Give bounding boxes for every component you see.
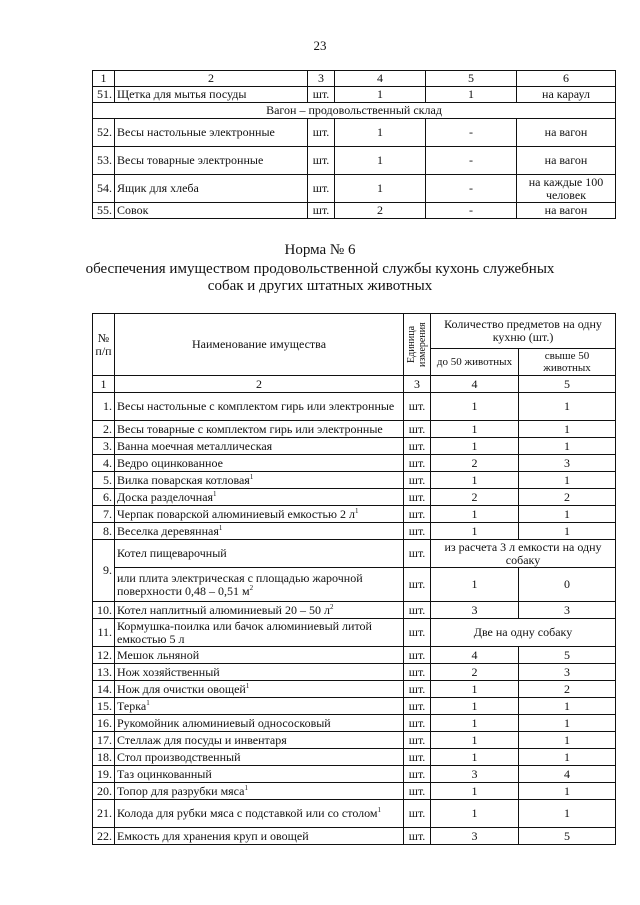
footnote-mark: 1 — [245, 681, 250, 690]
col-num-5: 5 — [519, 376, 616, 393]
header-quantity: Количество предметов на одну кухню (шт.) — [431, 314, 616, 349]
item-col6: на вагон — [517, 119, 616, 147]
column-number-row — [93, 71, 616, 87]
table-row — [93, 681, 616, 698]
item-unit: шт. — [404, 619, 431, 647]
footnote-mark: 1 — [244, 783, 248, 792]
row-number: 9. — [93, 540, 115, 602]
row-number: 10. — [93, 602, 115, 619]
item-name: Рукомойник алюминиевый однососковый — [117, 715, 331, 730]
norm-6-table — [92, 313, 616, 845]
item-name: Щетка для мытья посуды — [115, 87, 308, 103]
col-num-6: 6 — [517, 71, 616, 87]
superscript-2: 2 — [249, 583, 254, 592]
item-unit: шт. — [404, 455, 431, 472]
item-name: Весы товарные электронные — [115, 147, 308, 175]
item-qty-up-to-50: 1 — [431, 800, 519, 828]
item-name-cell — [115, 602, 404, 619]
item-unit: шт. — [308, 203, 335, 219]
item-qty-over-50: 2 — [519, 489, 616, 506]
norm-subtitle-line-1: обеспечения имуществом продовольственной службы кухонь служебных — [85, 261, 555, 277]
item-unit: шт. — [404, 568, 431, 602]
item-qty-up-to-50: 1 — [431, 749, 519, 766]
item-name-cell — [115, 698, 404, 715]
item-name: Вилка поварская котловая — [117, 472, 250, 487]
item-qty-over-50: 1 — [519, 732, 616, 749]
col-num-1: 1 — [93, 376, 115, 393]
item-qty-over-50: 1 — [519, 783, 616, 800]
item-name: Нож для очистки овощей — [117, 681, 246, 696]
row-number: 16. — [93, 715, 115, 732]
header-unit-cell — [404, 314, 431, 376]
item-qty-over-50: 4 — [519, 766, 616, 783]
table-row — [93, 421, 616, 438]
column-number-row — [93, 376, 616, 393]
footnote-mark: 1 — [213, 489, 217, 498]
continuation-table — [92, 70, 616, 219]
item-qty-up-to-50: 2 — [431, 489, 519, 506]
item-qty-up-to-50: 4 — [431, 647, 519, 664]
item-col4: 1 — [335, 87, 426, 103]
item-name: Кормушка-поилка или бачок алюминиевый литой емкостью 5 л — [117, 618, 372, 646]
row-number: 12. — [93, 647, 115, 664]
row-number: 21. — [93, 800, 115, 828]
table-row — [93, 766, 616, 783]
item-col4: 1 — [335, 175, 426, 203]
norm-title: Норма № 6 — [284, 242, 356, 258]
row-number: 11. — [93, 619, 115, 647]
row-number: 4. — [93, 455, 115, 472]
item-qty-over-50: 1 — [519, 438, 616, 455]
item-name: Котел пищеварочный — [115, 540, 404, 568]
item-qty-over-50: 0 — [519, 568, 616, 602]
row-number: 1. — [93, 393, 115, 421]
item-name: Стеллаж для посуды и инвентаря — [117, 732, 287, 747]
item-qty-up-to-50: 1 — [431, 421, 519, 438]
table-row — [93, 749, 616, 766]
table-row — [93, 203, 616, 219]
row-number: 2. — [93, 421, 115, 438]
row-number: 18. — [93, 749, 115, 766]
item-name-cell — [115, 506, 404, 523]
item-col6: на каждые 100 человек — [517, 175, 616, 203]
item-name: или плита электрическая с площадью жарочной поверхности 0,48 – 0,51 м — [117, 570, 363, 598]
item-name: Весы настольные электронные — [115, 119, 308, 147]
table-row — [93, 87, 616, 103]
section-row — [93, 103, 616, 119]
item-unit: шт. — [404, 749, 431, 766]
col-num-4: 4 — [335, 71, 426, 87]
item-qty-over-50: 3 — [519, 602, 616, 619]
item-col6: на вагон — [517, 147, 616, 175]
item-col5: - — [426, 119, 517, 147]
item-name-cell — [115, 619, 404, 647]
row-number: 3. — [93, 438, 115, 455]
item-unit: шт. — [404, 698, 431, 715]
item-unit: шт. — [404, 438, 431, 455]
item-name-cell — [115, 568, 404, 602]
table-row — [93, 523, 616, 540]
item-name-cell — [115, 681, 404, 698]
item-name: Котел наплитный алюминиевый 20 – 50 л — [117, 602, 330, 617]
item-name-cell — [115, 393, 404, 421]
col-num-1: 1 — [93, 71, 115, 87]
row-number: 6. — [93, 489, 115, 506]
table-row — [93, 783, 616, 800]
item-name-cell — [115, 749, 404, 766]
item-unit: шт. — [404, 715, 431, 732]
item-name: Весы товарные с комплектом гирь или электронные — [117, 421, 383, 436]
item-qty-up-to-50: 2 — [431, 664, 519, 681]
row-number: 14. — [93, 681, 115, 698]
item-qty-up-to-50: 3 — [431, 602, 519, 619]
item-name: Веселка деревянная — [117, 523, 219, 538]
table-row — [93, 732, 616, 749]
footnote-mark: 1 — [354, 506, 359, 515]
item-qty-up-to-50: 1 — [431, 393, 519, 421]
item-qty-over-50: 2 — [519, 681, 616, 698]
header-number: № п/п — [93, 314, 115, 376]
item-col4: 1 — [335, 119, 426, 147]
item-unit: шт. — [404, 783, 431, 800]
table-row — [93, 472, 616, 489]
item-name: Ведро оцинкованное — [117, 455, 223, 470]
item-unit: шт. — [308, 175, 335, 203]
item-unit: шт. — [404, 602, 431, 619]
header-row — [93, 314, 616, 349]
item-unit: шт. — [404, 523, 431, 540]
item-col6: на вагон — [517, 203, 616, 219]
item-name-cell — [115, 489, 404, 506]
col-num-5: 5 — [426, 71, 517, 87]
item-name: Терка — [117, 698, 147, 713]
item-name-cell — [115, 421, 404, 438]
row-number: 52. — [93, 119, 115, 147]
row-number: 7. — [93, 506, 115, 523]
item-unit: шт. — [404, 421, 431, 438]
item-qty-over-50: 3 — [519, 664, 616, 681]
item-qty-over-50: 1 — [519, 800, 616, 828]
item-qty-up-to-50: 3 — [431, 766, 519, 783]
item-unit: шт. — [404, 800, 431, 828]
item-name-cell — [115, 647, 404, 664]
item-unit: шт. — [404, 472, 431, 489]
row-number: 54. — [93, 175, 115, 203]
item-name-cell — [115, 455, 404, 472]
table-row — [93, 698, 616, 715]
col-num-2: 2 — [115, 376, 404, 393]
item-qty-up-to-50: 2 — [431, 455, 519, 472]
item-qty-up-to-50: 1 — [431, 698, 519, 715]
table-row — [93, 489, 616, 506]
row-number: 55. — [93, 203, 115, 219]
table-row — [93, 664, 616, 681]
item-name: Топор для разрубки мяса — [117, 783, 245, 798]
item-unit: шт. — [404, 506, 431, 523]
item-name: Ванна моечная металлическая — [117, 438, 273, 453]
col-num-3: 3 — [308, 71, 335, 87]
item-quantity-merged: Две на одну собаку — [431, 619, 616, 647]
header-item-name: Наименование имущества — [115, 314, 404, 376]
item-qty-up-to-50: 1 — [431, 715, 519, 732]
footnote-mark: 1 — [377, 806, 382, 814]
header-up-to-50: до 50 животных — [431, 349, 519, 376]
item-qty-over-50: 1 — [519, 472, 616, 489]
row-number: 53. — [93, 147, 115, 175]
row-number: 22. — [93, 828, 115, 845]
item-qty-up-to-50: 1 — [431, 438, 519, 455]
table-row — [93, 393, 616, 421]
item-name-cell — [115, 472, 404, 489]
row-number: 15. — [93, 698, 115, 715]
item-col5: 1 — [426, 87, 517, 103]
item-name: Колода для рубки мяса с подставкой или со столом — [117, 806, 378, 820]
item-unit: шт. — [404, 828, 431, 845]
item-name: Таз оцинкованный — [117, 766, 212, 781]
item-name-cell — [115, 732, 404, 749]
item-qty-over-50: 1 — [519, 715, 616, 732]
table-row — [93, 175, 616, 203]
item-qty-over-50: 1 — [519, 393, 616, 421]
table-row — [93, 438, 616, 455]
item-name: Мешок льняной — [117, 647, 200, 662]
item-name-cell — [115, 766, 404, 783]
item-qty-up-to-50: 1 — [431, 472, 519, 489]
item-qty-over-50: 1 — [519, 421, 616, 438]
row-number: 5. — [93, 472, 115, 489]
item-col4: 2 — [335, 203, 426, 219]
item-col5: - — [426, 175, 517, 203]
item-name-cell — [115, 438, 404, 455]
table-row — [93, 119, 616, 147]
table-row — [93, 540, 616, 568]
row-number: 13. — [93, 664, 115, 681]
row-number: 20. — [93, 783, 115, 800]
table-row — [93, 647, 616, 664]
item-name: Нож хозяйственный — [117, 664, 220, 679]
item-name: Емкость для хранения круп и овощей — [117, 828, 309, 843]
item-unit: шт. — [404, 732, 431, 749]
item-unit: шт. — [308, 147, 335, 175]
item-qty-up-to-50: 1 — [431, 681, 519, 698]
item-name-cell — [115, 828, 404, 845]
footnote-mark: 1 — [146, 698, 150, 707]
item-col6: на караул — [517, 87, 616, 103]
item-name: Черпак поварской алюминиевый емкостью 2 л — [117, 506, 355, 521]
row-number: 8. — [93, 523, 115, 540]
table-row — [93, 800, 616, 828]
item-unit: шт. — [404, 393, 431, 421]
table-row — [93, 715, 616, 732]
item-qty-up-to-50: 1 — [431, 783, 519, 800]
page-number: 23 — [313, 38, 327, 53]
item-name: Стол производственный — [117, 749, 241, 764]
header-over-50: свыше 50 животных — [519, 349, 616, 376]
item-qty-up-to-50: 1 — [431, 732, 519, 749]
row-number: 17. — [93, 732, 115, 749]
item-name: Ящик для хлеба — [115, 175, 308, 203]
table-row — [93, 455, 616, 472]
item-unit: шт. — [404, 489, 431, 506]
footnote-mark: 1 — [218, 523, 223, 532]
table-row — [93, 619, 616, 647]
col-num-3: 3 — [404, 376, 431, 393]
table-row — [93, 568, 616, 602]
item-qty-over-50: 1 — [519, 523, 616, 540]
item-qty-over-50: 1 — [519, 749, 616, 766]
item-qty-over-50: 3 — [519, 455, 616, 472]
item-col5: - — [426, 203, 517, 219]
item-unit: шт. — [308, 87, 335, 103]
item-name-cell — [115, 715, 404, 732]
table-row — [93, 828, 616, 845]
item-unit: шт. — [404, 540, 431, 568]
item-name: Весы настольные с комплектом гирь или электронные — [117, 399, 395, 413]
item-name-cell — [115, 523, 404, 540]
table-row — [93, 147, 616, 175]
item-qty-up-to-50: 1 — [431, 523, 519, 540]
col-num-2: 2 — [115, 71, 308, 87]
item-unit: шт. — [404, 647, 431, 664]
item-col5: - — [426, 147, 517, 175]
footnote-mark: 1 — [249, 472, 254, 481]
item-name-cell — [115, 783, 404, 800]
norm-subtitle-line-2: собак и других штатных животных — [207, 278, 433, 294]
row-number: 51. — [93, 87, 115, 103]
footnote-mark: 2 — [329, 602, 334, 611]
item-qty-over-50: 5 — [519, 828, 616, 845]
col-num-4: 4 — [431, 376, 519, 393]
item-name-cell — [115, 664, 404, 681]
item-qty-over-50: 5 — [519, 647, 616, 664]
item-col4: 1 — [335, 147, 426, 175]
item-qty-over-50: 1 — [519, 698, 616, 715]
item-name: Совок — [115, 203, 308, 219]
item-quantity-merged: из расчета 3 л емкости на одну собаку — [431, 540, 616, 568]
item-qty-up-to-50: 3 — [431, 828, 519, 845]
item-unit: шт. — [404, 766, 431, 783]
section-title: Вагон – продовольственный склад — [93, 103, 616, 119]
table-row — [93, 506, 616, 523]
header-unit: Единица измерения — [406, 322, 428, 367]
item-qty-over-50: 1 — [519, 506, 616, 523]
row-number: 19. — [93, 766, 115, 783]
item-unit: шт. — [308, 119, 335, 147]
item-name-cell — [115, 800, 404, 828]
item-qty-up-to-50: 1 — [431, 506, 519, 523]
item-name: Доска разделочная — [117, 489, 214, 504]
item-qty-up-to-50: 1 — [431, 568, 519, 602]
item-unit: шт. — [404, 664, 431, 681]
item-unit: шт. — [404, 681, 431, 698]
table-row — [93, 602, 616, 619]
